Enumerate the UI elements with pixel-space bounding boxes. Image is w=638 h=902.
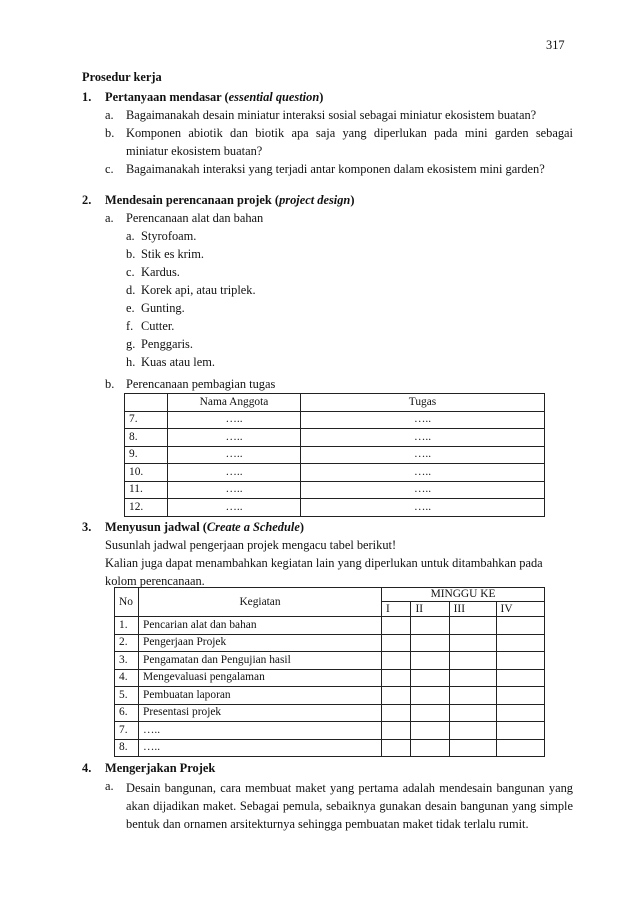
header-activity: Kegiatan [139, 588, 382, 617]
row-number: 7. [125, 411, 168, 429]
s2-a-label: Perencanaan alat dan bahan [126, 211, 264, 225]
s2-b-label: Perencanaan pembagian tugas [126, 377, 276, 391]
table-row [125, 411, 545, 429]
material-letter: e. [126, 301, 135, 315]
page-number: 317 [546, 38, 565, 52]
s1-item-b-text-line1: Komponen abiotik dan biotik apa saja yang diperlukan pada mini garden sebagai [126, 126, 573, 140]
header-week-3: III [449, 602, 496, 617]
task-cell: ….. [301, 464, 545, 482]
material-item: Kuas atau lem. [141, 355, 215, 369]
task-cell: ….. [301, 446, 545, 464]
table-row [125, 464, 545, 482]
activity-cell: Mengevaluasi pengalaman [139, 669, 382, 687]
row-number: 10. [125, 464, 168, 482]
s1-item-b-text-line2: miniatur ekosistem buatan? [126, 144, 263, 158]
material-item: Kardus. [141, 265, 180, 279]
s2-a-letter: a. [105, 211, 114, 225]
material-letter: h. [126, 355, 136, 369]
task-cell: ….. [301, 481, 545, 499]
section-4-number: 4. [82, 761, 92, 775]
header-task: Tugas [301, 394, 545, 412]
header-member-name: Nama Anggota [168, 394, 301, 412]
row-number: 11. [125, 481, 168, 499]
table-row [115, 722, 545, 740]
header-no: No [115, 588, 139, 617]
section-4-title: Mengerjakan Projek [105, 761, 216, 775]
task-cell: ….. [301, 429, 545, 447]
activity-cell: Pengerjaan Projek [139, 634, 382, 652]
s4-a-text: Desain bangunan, cara membuat maket yang pertama adalah mendesain bangunan yang akan dijadikan maket. Sebagai pemula, sebaiknya gunakan desain bangunan yang simple bentuk dan ornamen arsitekturnya sehingga pembuatan maket tidak terlalu rumit. [126, 781, 573, 831]
row-number: 7. [115, 722, 139, 740]
section-3-paragraph-3: kolom perencanaan. [105, 574, 205, 588]
table-header-row [115, 588, 545, 602]
activity-cell: ….. [139, 739, 382, 757]
s2-b-letter: b. [105, 377, 115, 391]
material-letter: f. [126, 319, 134, 333]
material-item: Gunting. [141, 301, 185, 315]
table-row [115, 669, 545, 687]
table-row [115, 739, 545, 757]
row-number: 1. [115, 617, 139, 635]
header-week-2: II [411, 602, 449, 617]
row-number: 8. [115, 739, 139, 757]
task-cell: ….. [301, 499, 545, 517]
activity-cell: Presentasi projek [139, 704, 382, 722]
material-letter: a. [126, 229, 135, 243]
material-item: Korek api, atau triplek. [141, 283, 256, 297]
material-item: Penggaris. [141, 337, 193, 351]
row-number: 8. [125, 429, 168, 447]
member-name-cell: ….. [168, 481, 301, 499]
s1-item-a-text: Bagaimanakah desain miniatur interaksi sosial sebagai miniatur ekosistem buatan? [126, 108, 537, 122]
table-row [115, 704, 545, 722]
section-1-title: Pertanyaan mendasar (essential question) [105, 90, 324, 104]
s1-item-c-text: Bagaimanakah interaksi yang terjadi antar komponen dalam ekosistem mini garden? [126, 162, 545, 176]
schedule-table [114, 587, 545, 757]
member-name-cell: ….. [168, 446, 301, 464]
section-3-title: Menyusun jadwal (Create a Schedule) [105, 520, 304, 534]
table-row [115, 617, 545, 635]
activity-cell: Pengamatan dan Pengujian hasil [139, 652, 382, 670]
section-3-paragraph-1: Susunlah jadwal pengerjaan projek mengacu tabel berikut! [105, 538, 397, 552]
activity-cell: Pencarian alat dan bahan [139, 617, 382, 635]
table-row [125, 499, 545, 517]
material-letter: b. [126, 247, 136, 261]
member-name-cell: ….. [168, 411, 301, 429]
material-item: Cutter. [141, 319, 175, 333]
s1-item-b-letter: b. [105, 126, 115, 140]
material-letter: d. [126, 283, 136, 297]
table-row [115, 652, 545, 670]
table-row [125, 429, 545, 447]
material-letter: c. [126, 265, 135, 279]
row-number: 3. [115, 652, 139, 670]
row-number: 9. [125, 446, 168, 464]
activity-cell: ….. [139, 722, 382, 740]
s1-item-c-letter: c. [105, 162, 114, 176]
section-2-number: 2. [82, 193, 92, 207]
member-name-cell: ….. [168, 429, 301, 447]
row-number: 5. [115, 687, 139, 705]
member-name-cell: ….. [168, 464, 301, 482]
header-week-1: I [382, 602, 411, 617]
header-week: MINGGU KE [382, 588, 545, 602]
header-week-4: IV [496, 602, 544, 617]
s1-item-a-letter: a. [105, 108, 114, 122]
task-cell: ….. [301, 411, 545, 429]
material-item: Styrofoam. [141, 229, 197, 243]
section-2-title: Mendesain perencanaan projek (project design) [105, 193, 355, 207]
section-1-number: 1. [82, 90, 92, 104]
activity-cell: Pembuatan laporan [139, 687, 382, 705]
material-item: Stik es krim. [141, 247, 204, 261]
row-number: 6. [115, 704, 139, 722]
procedure-heading: Prosedur kerja [82, 70, 162, 84]
section-3-number: 3. [82, 520, 92, 534]
table-header-row [125, 394, 545, 412]
row-number: 12. [125, 499, 168, 517]
member-name-cell: ….. [168, 499, 301, 517]
table-row [125, 446, 545, 464]
row-number: 2. [115, 634, 139, 652]
table-row [115, 634, 545, 652]
table-row [115, 687, 545, 705]
s4-a-letter: a. [105, 779, 114, 793]
task-division-table [124, 393, 545, 517]
table-row [125, 481, 545, 499]
row-number: 4. [115, 669, 139, 687]
section-3-paragraph-2: Kalian juga dapat menambahkan kegiatan lain yang diperlukan untuk ditambahkan pada [105, 556, 543, 570]
material-letter: g. [126, 337, 136, 351]
